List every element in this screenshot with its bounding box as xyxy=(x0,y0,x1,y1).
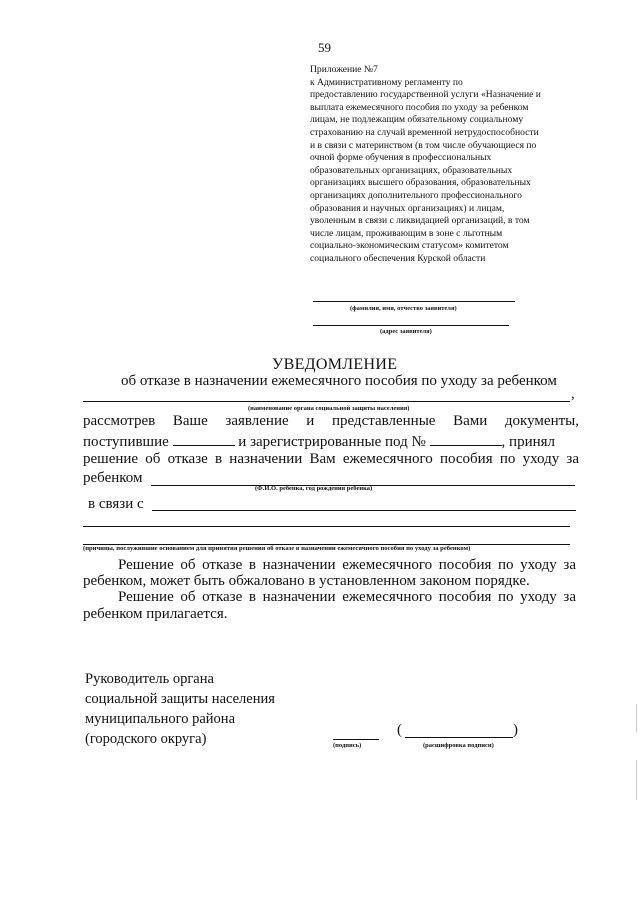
decode-caption: (расшифровка подписи) xyxy=(423,742,494,749)
scan-edge-mark xyxy=(636,704,637,732)
attachment-line-1 xyxy=(118,589,576,606)
applicant-address-field[interactable] xyxy=(313,325,509,326)
appeal-line-1 xyxy=(118,557,576,574)
child-caption: (Ф.И.О. ребенка, год рождения ребенка) xyxy=(255,485,373,492)
signer-block xyxy=(85,669,275,749)
reason-field[interactable] xyxy=(152,510,576,511)
appendix-line: образовательных организациях, образовательных xyxy=(310,164,513,176)
notice-subtitle: об отказе в назначении ежемесячного пособия по уходу за ребенком xyxy=(121,373,557,389)
applicant-name-field[interactable] xyxy=(313,301,515,302)
received-date-field[interactable] xyxy=(173,433,235,446)
organization-caption: (наименование органа социальной защиты населения) xyxy=(248,405,410,412)
decision-line-3 xyxy=(83,451,579,468)
reason-field[interactable] xyxy=(83,526,570,527)
decision-line-2 xyxy=(83,433,555,451)
applicant-address-caption: (адрес заявителя) xyxy=(380,328,432,335)
child-label: ребенком xyxy=(83,470,143,486)
appendix-line: социально-экономическим статусом» комитетом xyxy=(310,240,509,252)
signer-line: (городского округа) xyxy=(85,731,207,747)
registered-label: и зарегистрированные под № xyxy=(238,434,426,450)
decision-text: решение об отказе в назначении Вам ежемесячного пособия по уходу за xyxy=(83,451,579,467)
scan-edge-mark xyxy=(636,760,637,800)
appendix-line: образования и научных организациях) и лицам, xyxy=(310,202,505,214)
signature-caption: (подпись) xyxy=(333,742,362,749)
decode-close-paren: ) xyxy=(513,722,518,738)
applicant-name-caption: (фамилия, имя, отчество заявителя) xyxy=(350,305,457,312)
reason-label: в связи с xyxy=(88,496,144,512)
appendix-line: социального обеспечения Курской области xyxy=(310,252,486,264)
appendix-line: предоставлению государственной услуги «Назначение и xyxy=(310,89,541,101)
signature-decode-field[interactable] xyxy=(405,737,513,738)
appeal-line-2: ребенком, может быть обжаловано в установленном законом порядке. xyxy=(83,573,530,589)
appendix-line: числе лицам, проживающим в зоне с льготным xyxy=(310,227,503,239)
decision-line-1 xyxy=(83,413,579,430)
appendix-line: выплата ежемесячного пособия по уходу за ребенком xyxy=(310,101,529,113)
signer-line: социальной защиты населения xyxy=(85,691,275,707)
signature-field[interactable] xyxy=(333,739,379,740)
appendix-line: уволенным в связи с ликвидацией организаций, в том xyxy=(310,215,530,227)
appendix-header xyxy=(310,64,600,266)
appendix-line: Приложение №7 xyxy=(310,64,378,75)
appendix-line: организациях высшего образования, образовательных xyxy=(310,177,531,189)
signer-line: муниципального района xyxy=(85,711,235,727)
attachment-line-2: ребенком прилагается. xyxy=(83,606,228,622)
notice-title: УВЕДОМЛЕНИЕ xyxy=(272,356,398,373)
received-label: поступившие xyxy=(83,434,169,450)
appeal-text: Решение об отказе в назначении ежемесячного пособия по уходу за xyxy=(118,557,576,573)
appendix-line: и в связи с материнством (в том числе обучающиеся по xyxy=(310,139,537,151)
registration-number-field[interactable] xyxy=(430,433,502,446)
appendix-line: организациях дополнительного профессионального xyxy=(310,189,522,201)
signer-line: Руководитель органа xyxy=(85,671,214,687)
page-number: 59 xyxy=(318,40,331,55)
decode-open-paren: ( xyxy=(397,722,402,738)
decision-text: рассмотрев Ваше заявление и представленные Вами документы, xyxy=(83,413,579,429)
organization-field[interactable] xyxy=(83,401,570,402)
decided-label: , принял xyxy=(501,434,556,450)
organization-comma: , xyxy=(571,386,575,402)
appendix-line: к Административному регламенту по xyxy=(310,76,463,88)
appendix-line: очной форме обучения в профессиональных xyxy=(310,152,492,164)
reason-caption: (причины, послужившие основанием для принятия решения об отказе в назначении ежемесячного пособия по уходу за ребенком) xyxy=(83,545,471,552)
attachment-text: Решение об отказе в назначении ежемесячного пособия по уходу за xyxy=(118,589,576,605)
appendix-line: страхованию на случай временной нетрудоспособности xyxy=(310,126,539,138)
appendix-line: лицам, не подлежащим обязательному социальному xyxy=(310,114,524,126)
